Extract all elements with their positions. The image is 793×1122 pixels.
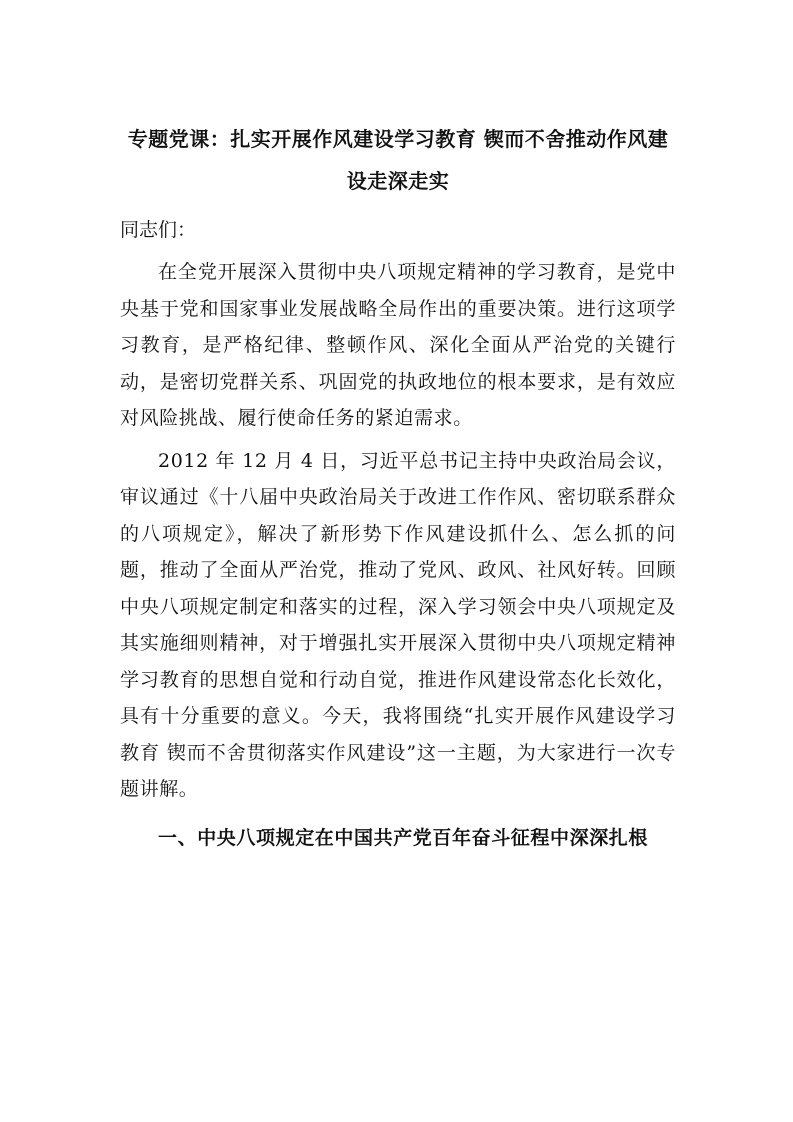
document-title: 专题党课：扎实开展作风建设学习教育 锲而不舍推动作风建设走深走实 (127, 127, 669, 193)
paragraph-intro: 在全党开展深入贯彻中央八项规定精神的学习教育，是党中央基于党和国家事业发展战略全局作出的重要决策。进行这项学习教育，是严格纪律、整顿作风、深化全面从严治党的关键行动，是密切党群关系、巩固党的执政地位的根本要求，是有效应对风险挑战、履行使命任务的紧迫需求。 (120, 261, 676, 429)
document-body (120, 118, 676, 857)
paragraph-background: 2012 年 12 月 4 日，习近平总书记主持中央政治局会议，审议通过《十八届中央政治局关于改进工作作风、密切联系群众的八项规定》，解决了新形势下作风建设抓什么、怎么抓的问题，推动了全面从严治党，推动了党风、政风、社风好转。回顾中央八项规定制定和落实的过程，深入学习领会中央八项规定及其实施细则精神，对于增强扎实开展深入贯彻中央八项规定精神学习教育的思想自觉和行动自觉，推进作风建设常态化长效化，具有十分重要的意义。今天，我将围绕“扎实开展作风建设学习教育 锲而不舍贯彻落实作风建设”这一主题，为大家进行一次专题讲解。 (120, 449, 676, 800)
salutation: 同志们： (120, 219, 197, 241)
section-heading: 一、中央八项规定在中国共产党百年奋斗征程中深深扎根 (158, 826, 649, 849)
